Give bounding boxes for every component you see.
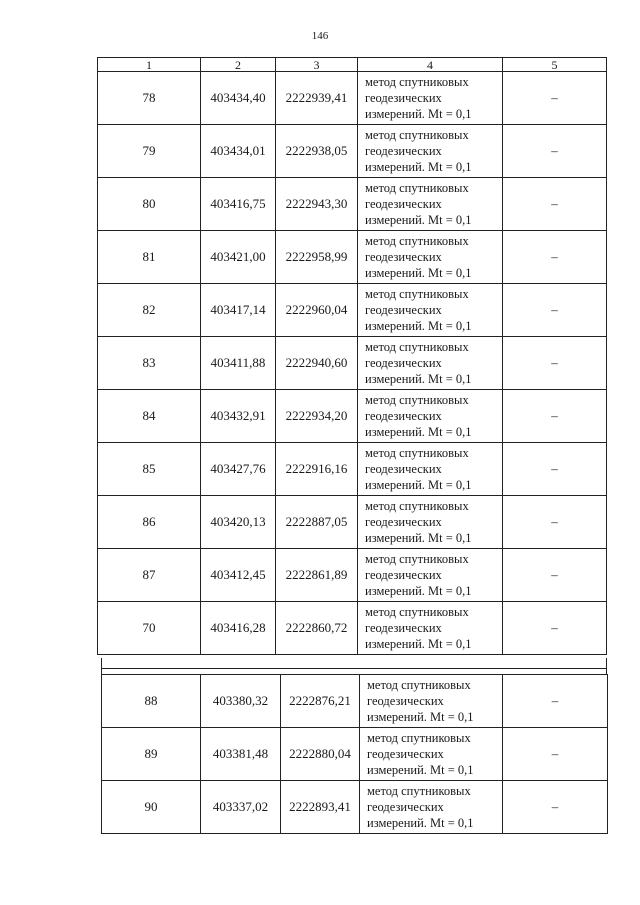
table-row	[98, 390, 607, 443]
method-line: метод спутниковых	[365, 446, 469, 460]
coordinates-table	[97, 57, 607, 655]
y-coordinate-cell: 2222960,04	[276, 284, 358, 337]
table-row	[98, 337, 607, 390]
method-line: измерений. Mt = 0,1	[365, 478, 472, 492]
x-coordinate-cell: 403420,13	[201, 496, 276, 549]
method-cell	[358, 178, 503, 231]
method-cell	[358, 443, 503, 496]
method-line: метод спутниковых	[365, 181, 469, 195]
y-coordinate-cell: 2222938,05	[276, 125, 358, 178]
point-number-cell: 87	[98, 549, 201, 602]
table-row	[98, 496, 607, 549]
point-number-cell: 82	[98, 284, 201, 337]
table-row	[98, 284, 607, 337]
method-line: геодезических	[365, 303, 442, 317]
x-coordinate-cell: 403434,01	[201, 125, 276, 178]
note-cell: –	[503, 337, 607, 390]
x-coordinate-cell: 403417,14	[201, 284, 276, 337]
x-coordinate-cell: 403421,00	[201, 231, 276, 284]
method-cell	[358, 125, 503, 178]
method-cell	[358, 602, 503, 655]
table-header-row	[98, 58, 607, 72]
y-coordinate-cell: 2222876,21	[281, 675, 360, 728]
note-cell: –	[503, 231, 607, 284]
note-cell: –	[503, 549, 607, 602]
method-cell	[358, 284, 503, 337]
method-line: метод спутниковых	[365, 499, 469, 513]
x-coordinate-cell: 403416,75	[201, 178, 276, 231]
table-row	[98, 549, 607, 602]
method-cell	[358, 231, 503, 284]
x-coordinate-cell: 403381,48	[201, 728, 281, 781]
method-cell	[358, 390, 503, 443]
method-cell	[358, 337, 503, 390]
method-line: геодезических	[365, 356, 442, 370]
method-line: метод спутниковых	[365, 340, 469, 354]
point-number-cell: 83	[98, 337, 201, 390]
method-line: геодезических	[367, 747, 444, 761]
method-cell	[360, 781, 503, 834]
x-coordinate-cell: 403432,91	[201, 390, 276, 443]
coordinates-table-continued	[101, 674, 608, 834]
table-row	[98, 231, 607, 284]
y-coordinate-cell: 2222887,05	[276, 496, 358, 549]
method-line: измерений. Mt = 0,1	[367, 710, 474, 724]
method-line: измерений. Mt = 0,1	[367, 816, 474, 830]
table-row	[102, 728, 608, 781]
method-line: измерений. Mt = 0,1	[365, 266, 472, 280]
point-number-cell: 90	[102, 781, 201, 834]
point-number-cell: 88	[102, 675, 201, 728]
method-line: геодезических	[365, 621, 442, 635]
note-cell: –	[503, 781, 608, 834]
table-row	[98, 443, 607, 496]
y-coordinate-cell: 2222860,72	[276, 602, 358, 655]
method-line: измерений. Mt = 0,1	[365, 425, 472, 439]
note-cell: –	[503, 443, 607, 496]
note-cell: –	[503, 390, 607, 443]
method-line: геодезических	[367, 694, 444, 708]
point-number-cell: 85	[98, 443, 201, 496]
method-line: геодезических	[365, 250, 442, 264]
point-number-cell: 78	[98, 72, 201, 125]
y-coordinate-cell: 2222958,99	[276, 231, 358, 284]
method-line: геодезических	[365, 144, 442, 158]
point-number-cell: 80	[98, 178, 201, 231]
method-line: метод спутниковых	[367, 784, 471, 798]
x-coordinate-cell: 403380,32	[201, 675, 281, 728]
note-cell: –	[503, 125, 607, 178]
x-coordinate-cell: 403434,40	[201, 72, 276, 125]
method-line: геодезических	[365, 462, 442, 476]
method-line: геодезических	[365, 91, 442, 105]
method-line: измерений. Mt = 0,1	[365, 107, 472, 121]
y-coordinate-cell: 2222916,16	[276, 443, 358, 496]
table-row	[98, 178, 607, 231]
y-coordinate-cell: 2222880,04	[281, 728, 360, 781]
method-cell	[358, 496, 503, 549]
x-coordinate-cell: 403412,45	[201, 549, 276, 602]
method-line: геодезических	[365, 409, 442, 423]
method-line: геодезических	[367, 800, 444, 814]
method-line: геодезических	[365, 568, 442, 582]
table-row	[98, 602, 607, 655]
method-line: измерений. Mt = 0,1	[365, 160, 472, 174]
point-number-cell: 86	[98, 496, 201, 549]
header-col-4: 4	[358, 58, 503, 72]
method-line: метод спутниковых	[365, 234, 469, 248]
note-cell: –	[503, 72, 607, 125]
method-cell	[360, 728, 503, 781]
method-line: метод спутниковых	[365, 605, 469, 619]
x-coordinate-cell: 403337,02	[201, 781, 281, 834]
header-col-5: 5	[503, 58, 607, 72]
method-line: метод спутниковых	[367, 731, 471, 745]
point-number-cell: 79	[98, 125, 201, 178]
point-number-cell: 81	[98, 231, 201, 284]
table-row	[102, 781, 608, 834]
y-coordinate-cell: 2222940,60	[276, 337, 358, 390]
table-row	[98, 125, 607, 178]
table-row	[98, 72, 607, 125]
x-coordinate-cell: 403416,28	[201, 602, 276, 655]
table-break-line	[101, 668, 607, 669]
method-line: геодезических	[365, 515, 442, 529]
point-number-cell: 84	[98, 390, 201, 443]
y-coordinate-cell: 2222943,30	[276, 178, 358, 231]
method-line: геодезических	[365, 197, 442, 211]
y-coordinate-cell: 2222939,41	[276, 72, 358, 125]
method-line: измерений. Mt = 0,1	[367, 763, 474, 777]
method-cell	[358, 72, 503, 125]
method-line: метод спутниковых	[365, 393, 469, 407]
method-cell	[358, 549, 503, 602]
point-number-cell: 89	[102, 728, 201, 781]
note-cell: –	[503, 728, 608, 781]
method-line: измерений. Mt = 0,1	[365, 213, 472, 227]
header-col-1: 1	[98, 58, 201, 72]
x-coordinate-cell: 403427,76	[201, 443, 276, 496]
point-number-cell: 70	[98, 602, 201, 655]
y-coordinate-cell: 2222934,20	[276, 390, 358, 443]
method-line: метод спутниковых	[365, 552, 469, 566]
header-col-2: 2	[201, 58, 276, 72]
note-cell: –	[503, 602, 607, 655]
note-cell: –	[503, 178, 607, 231]
note-cell: –	[503, 496, 607, 549]
y-coordinate-cell: 2222893,41	[281, 781, 360, 834]
y-coordinate-cell: 2222861,89	[276, 549, 358, 602]
note-cell: –	[503, 675, 608, 728]
method-line: метод спутниковых	[365, 128, 469, 142]
x-coordinate-cell: 403411,88	[201, 337, 276, 390]
header-col-3: 3	[276, 58, 358, 72]
table-break	[101, 658, 607, 674]
method-line: измерений. Mt = 0,1	[365, 637, 472, 651]
method-line: измерений. Mt = 0,1	[365, 372, 472, 386]
page-number: 146	[311, 30, 329, 42]
method-cell	[360, 675, 503, 728]
note-cell: –	[503, 284, 607, 337]
method-line: измерений. Mt = 0,1	[365, 584, 472, 598]
table-row	[102, 675, 608, 728]
method-line: метод спутниковых	[365, 75, 469, 89]
method-line: измерений. Mt = 0,1	[365, 531, 472, 545]
method-line: метод спутниковых	[365, 287, 469, 301]
method-line: измерений. Mt = 0,1	[365, 319, 472, 333]
method-line: метод спутниковых	[367, 678, 471, 692]
